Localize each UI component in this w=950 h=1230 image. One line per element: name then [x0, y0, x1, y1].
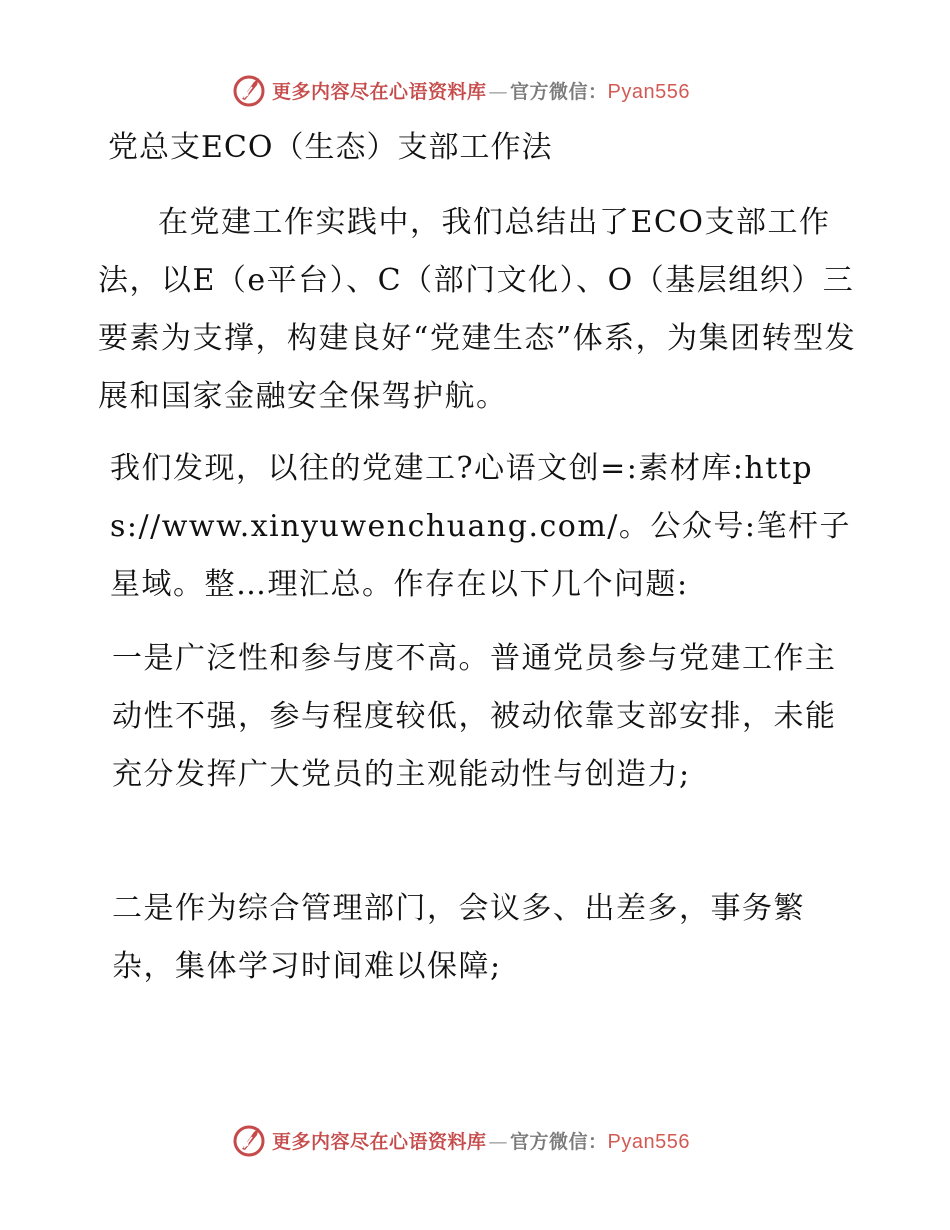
watermark-lead: 更多内容尽在心语资料库 [272, 80, 487, 103]
paragraph-issue-two: 二是作为综合管理部门，会议多、出差多，事务繁杂，集体学习时间难以保障; [112, 891, 805, 984]
watermark-wechat-label: 官方微信： [510, 1130, 608, 1153]
quill-pen-logo-icon [232, 1122, 268, 1158]
document-title: 党总支ECO（生态）支部工作法 [108, 130, 553, 165]
watermark-wechat-id: Pyan556 [607, 80, 690, 103]
paragraph-issue-one: 一是广泛性和参与度不高。普通党员参与党建工作主动性不强，参与程度较低，被动依靠支部安排，未能充分发挥广大党员的主观能动性与创造力; [112, 641, 837, 792]
watermark-text [272, 1127, 690, 1154]
watermark-wechat-label: 官方微信： [510, 80, 608, 103]
watermark-text [272, 77, 690, 104]
watermark-dash: — [488, 80, 509, 103]
paragraph-intro: 在党建工作实践中，我们总结出了ECO支部工作法，以E（e平台）、C（部门文化）、O（基层组织）三要素为支撑，构建良好“党建生态”体系，为集团转型发展和国家金融安全保驾护航。 [98, 205, 857, 414]
watermark-lead: 更多内容尽在心语资料库 [272, 1130, 487, 1153]
watermark-footer [232, 1122, 690, 1158]
watermark-header [232, 72, 690, 108]
watermark-wechat-id: Pyan556 [607, 1130, 690, 1153]
quill-pen-logo-icon [232, 72, 268, 108]
paragraph-findings: 我们发现，以往的党建工?心语文创=:素材库:https://www.xinyuwenchuang.com/。公众号:笔杆子星域。整…理汇总。作存在以下几个问题: [110, 451, 852, 602]
watermark-dash: — [488, 1130, 509, 1153]
